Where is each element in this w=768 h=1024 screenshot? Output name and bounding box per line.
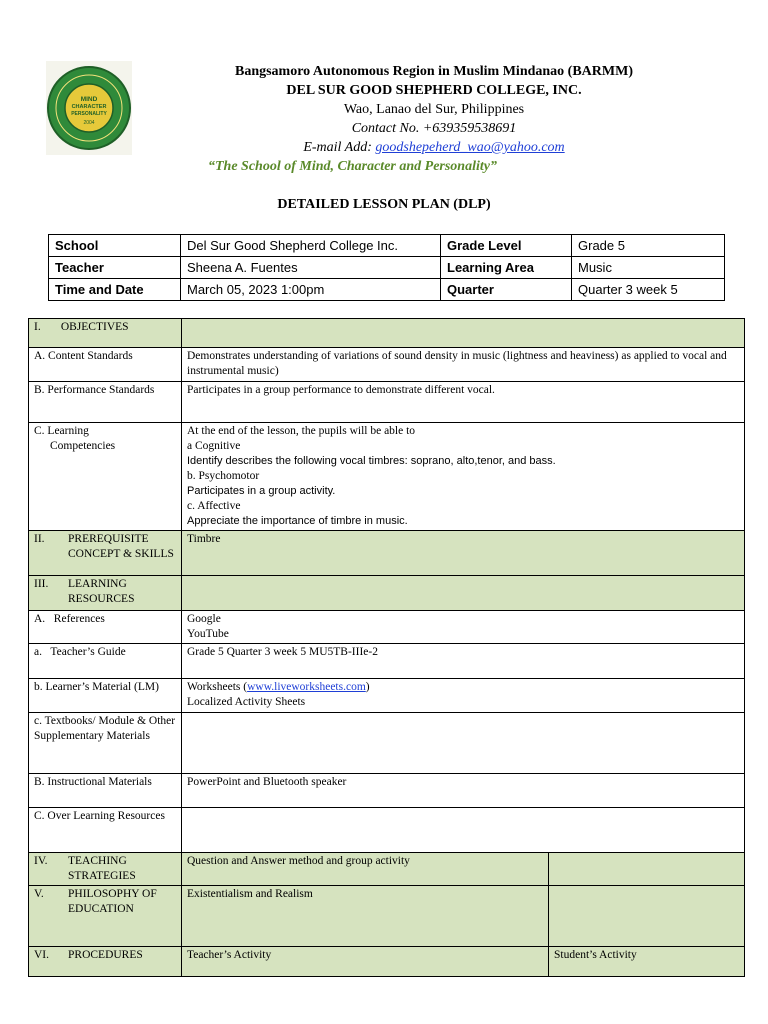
teacher-activity-header: Teacher’s Activity xyxy=(182,947,549,977)
svg-text:2004: 2004 xyxy=(83,120,95,126)
teaching-number: IV. xyxy=(34,855,48,867)
table-row xyxy=(29,644,745,679)
procedures-label xyxy=(29,947,182,977)
learners-material-value xyxy=(182,679,745,713)
philosophy-text: PHILOSOPHY OF EDUCATION xyxy=(68,888,157,915)
school-header xyxy=(140,62,728,176)
teacher-value: Sheena A. Fuentes xyxy=(181,257,441,279)
teaching-text: TEACHING STRATEGIES xyxy=(68,855,136,882)
region-name: Bangsamoro Autonomous Region in Muslim Mindanao (BARMM) xyxy=(234,64,633,79)
teacher-label: Teacher xyxy=(49,257,181,279)
competency-psychomotor-text: Participates in a group activity. xyxy=(187,485,336,497)
competencies-intro: At the end of the lesson, the pupils will be able to xyxy=(187,425,416,437)
college-seal-logo xyxy=(46,61,132,155)
lesson-info-table xyxy=(48,234,725,301)
instructional-materials-value: PowerPoint and Bluetooth speaker xyxy=(182,774,745,808)
worksheets-line xyxy=(187,680,739,695)
email-link[interactable]: goodshepeherd_wao@yahoo.com xyxy=(375,140,565,155)
table-row xyxy=(29,808,745,853)
college-name: DEL SUR GOOD SHEPHERD COLLEGE, INC. xyxy=(286,83,582,98)
table-row xyxy=(49,279,725,301)
prerequisite-value: Timbre xyxy=(182,531,745,576)
table-row xyxy=(29,531,745,576)
resources-number: III. xyxy=(34,578,49,590)
competency-psychomotor-label: b. Psychomotor xyxy=(187,470,260,482)
reference-google: Google xyxy=(187,613,221,625)
competencies-label-line1: C. Learning xyxy=(34,425,89,437)
school-label: School xyxy=(49,235,181,257)
table-row xyxy=(29,319,745,348)
over-learning-resources-label: C. Over Learning Resources xyxy=(29,808,182,853)
table-row xyxy=(29,886,745,947)
table-row xyxy=(29,382,745,423)
student-activity-header: Student’s Activity xyxy=(549,947,745,977)
grade-level-value: Grade 5 xyxy=(572,235,725,257)
worksheets-prefix: Worksheets ( xyxy=(187,681,248,693)
competency-affective-text: Appreciate the importance of timbre in music. xyxy=(187,515,408,527)
learning-area-label: Learning Area xyxy=(441,257,572,279)
svg-text:MIND: MIND xyxy=(80,96,98,103)
learning-area-value: Music xyxy=(572,257,725,279)
svg-text:PERSONALITY: PERSONALITY xyxy=(71,111,107,117)
time-date-label: Time and Date xyxy=(49,279,181,301)
quarter-label: Quarter xyxy=(441,279,572,301)
table-row xyxy=(29,423,745,531)
email-line xyxy=(140,138,728,157)
table-row xyxy=(29,853,745,886)
learning-competencies-label xyxy=(29,423,182,531)
philosophy-number: V. xyxy=(34,888,44,900)
quarter-value: Quarter 3 week 5 xyxy=(572,279,725,301)
liveworksheets-link[interactable]: www.liveworksheets.com xyxy=(247,681,366,693)
procedures-number: VI. xyxy=(34,949,50,961)
resources-text: LEARNING RESOURCES xyxy=(68,578,135,605)
reference-youtube: YouTube xyxy=(187,628,229,640)
performance-standards-value: Participates in a group performance to demonstrate different vocal. xyxy=(182,382,745,423)
time-date-value: March 05, 2023 1:00pm xyxy=(181,279,441,301)
over-learning-resources-value xyxy=(182,808,745,853)
svg-text:CHARACTER: CHARACTER xyxy=(71,104,107,110)
competency-affective-label: c. Affective xyxy=(187,500,241,512)
references-label: A. References xyxy=(29,611,182,644)
table-row xyxy=(49,235,725,257)
prerequisite-text: PREREQUISITE CONCEPT & SKILLS xyxy=(68,533,174,560)
teaching-strategies-value: Question and Answer method and group activity xyxy=(182,853,549,886)
college-address: Wao, Lanao del Sur, Philippines xyxy=(343,102,525,117)
table-row xyxy=(29,947,745,977)
performance-standards-label: B. Performance Standards xyxy=(29,382,182,423)
prerequisite-label xyxy=(29,531,182,576)
table-row xyxy=(29,348,745,382)
table-row xyxy=(29,774,745,808)
school-motto: “The School of Mind, Character and Personality” xyxy=(208,159,497,174)
philosophy-value: Existentialism and Realism xyxy=(182,886,549,947)
lesson-plan-table xyxy=(28,318,745,977)
objectives-heading: I. OBJECTIVES xyxy=(29,319,182,348)
instructional-materials-label: B. Instructional Materials xyxy=(29,774,182,808)
table-row xyxy=(29,713,745,774)
teachers-guide-value: Grade 5 Quarter 3 week 5 MU5TB-IIIe-2 xyxy=(182,644,745,679)
learners-material-label: b. Learner’s Material (LM) xyxy=(29,679,182,713)
learning-resources-label xyxy=(29,576,182,611)
procedures-text: PROCEDURES xyxy=(68,949,143,961)
email-label: E-mail Add: xyxy=(303,140,376,155)
philosophy-extra xyxy=(549,886,745,947)
table-row xyxy=(29,679,745,713)
teaching-strategies-label xyxy=(29,853,182,886)
localized-activity-sheets: Localized Activity Sheets xyxy=(187,696,306,708)
competency-cognitive-text: Identify describes the following vocal timbres: soprano, alto,tenor, and bass. xyxy=(187,455,556,467)
textbooks-label: c. Textbooks/ Module & Other Supplementary Materials xyxy=(29,713,182,774)
philosophy-label xyxy=(29,886,182,947)
content-standards-value: Demonstrates understanding of variations of sound density in music (lightness and heaviness) as applied to vocal and instrumental music) xyxy=(182,348,745,382)
worksheets-suffix: ) xyxy=(365,681,370,693)
table-row xyxy=(29,611,745,644)
teaching-strategies-extra xyxy=(549,853,745,886)
references-value xyxy=(182,611,745,644)
competencies-label-line2: Competencies xyxy=(50,440,116,452)
document-title: DETAILED LESSON PLAN (DLP) xyxy=(277,197,491,212)
learning-resources-value xyxy=(182,576,745,611)
competency-cognitive-label: a Cognitive xyxy=(187,440,241,452)
teachers-guide-label: a. Teacher’s Guide xyxy=(29,644,182,679)
contact-number: Contact No. +639359538691 xyxy=(351,121,517,136)
prerequisite-number: II. xyxy=(34,533,45,545)
content-standards-label: A. Content Standards xyxy=(29,348,182,382)
grade-level-label: Grade Level xyxy=(441,235,572,257)
learning-competencies-value xyxy=(182,423,745,531)
table-row xyxy=(29,576,745,611)
objectives-value xyxy=(182,319,745,348)
school-value: Del Sur Good Shepherd College Inc. xyxy=(181,235,441,257)
table-row xyxy=(49,257,725,279)
textbooks-value xyxy=(182,713,745,774)
